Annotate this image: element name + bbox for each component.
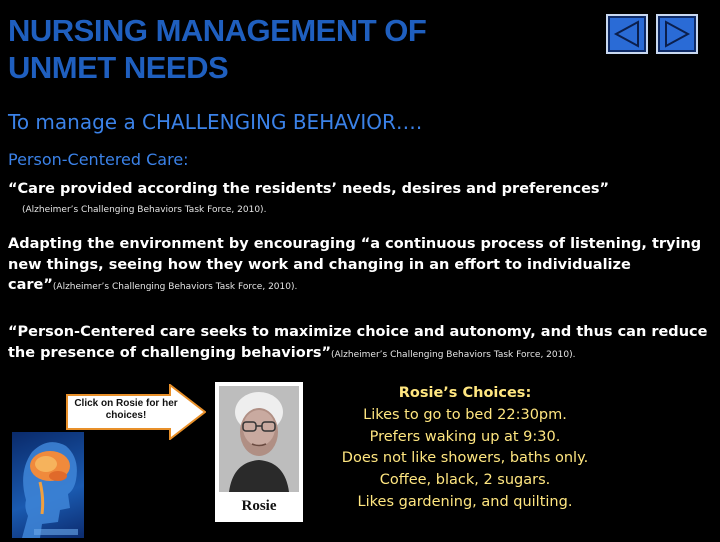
callout-text: Click on Rosie for her choices!	[74, 398, 178, 421]
choice-item: Coffee, black, 2 sugars.	[379, 472, 551, 488]
head-brain-icon	[12, 432, 84, 538]
adapting-environment-text: Adapting the environment by encouraging “a continuous process of listening, trying new things, seeing how they work and changing in an effort to individualize care”	[8, 236, 702, 294]
click-rosie-callout	[66, 384, 206, 440]
triangle-left-icon	[612, 19, 642, 49]
previous-slide-button[interactable]	[606, 14, 648, 54]
rosie-label: Rosie	[241, 498, 277, 514]
title-line-1: NURSING MANAGEMENT OF	[8, 13, 427, 48]
next-slide-button[interactable]	[656, 14, 698, 54]
triangle-right-icon	[662, 19, 692, 49]
adapting-environment-paragraph	[8, 234, 714, 296]
elderly-woman-portrait-icon	[219, 386, 299, 492]
choice-autonomy-text: “Person-Centered care seeks to maximize choice and autonomy, and thus can reduce the presence of challenging behaviors”	[8, 324, 708, 361]
slide-navigation	[606, 14, 698, 54]
choice-item: Does not like showers, baths only.	[341, 450, 589, 467]
choices-title: Rosie’s Choices:	[398, 385, 532, 401]
choice-item: Likes to go to bed 22:30pm.	[363, 406, 567, 423]
slide-subtitle: To manage a CHALLENGING BEHAVIOR….	[8, 110, 423, 134]
rosie-photo-button[interactable]	[215, 382, 303, 522]
rosie-choices-panel	[330, 383, 600, 514]
slide-title	[8, 12, 568, 86]
choice-item: Prefers waking up at 9:30.	[369, 428, 561, 445]
title-line-2: UNMET NEEDS	[8, 50, 229, 86]
choice-autonomy-paragraph	[8, 322, 714, 363]
definition-quote: “Care provided according the residents’ needs, desires and preferences”	[8, 181, 610, 197]
rosie-portrait	[219, 386, 299, 492]
definition-citation: (Alzheimer’s Challenging Behaviors Task Force, 2010).	[22, 205, 267, 215]
person-centered-care-heading: Person-Centered Care:	[8, 150, 189, 169]
choice-autonomy-citation: (Alzheimer’s Challenging Behaviors Task Force, 2010).	[331, 349, 576, 360]
brain-illustration	[12, 432, 84, 538]
choice-item: Likes gardening, and quilting.	[357, 493, 573, 510]
adapting-environment-citation: (Alzheimer’s Challenging Behaviors Task Force, 2010).	[52, 282, 298, 293]
